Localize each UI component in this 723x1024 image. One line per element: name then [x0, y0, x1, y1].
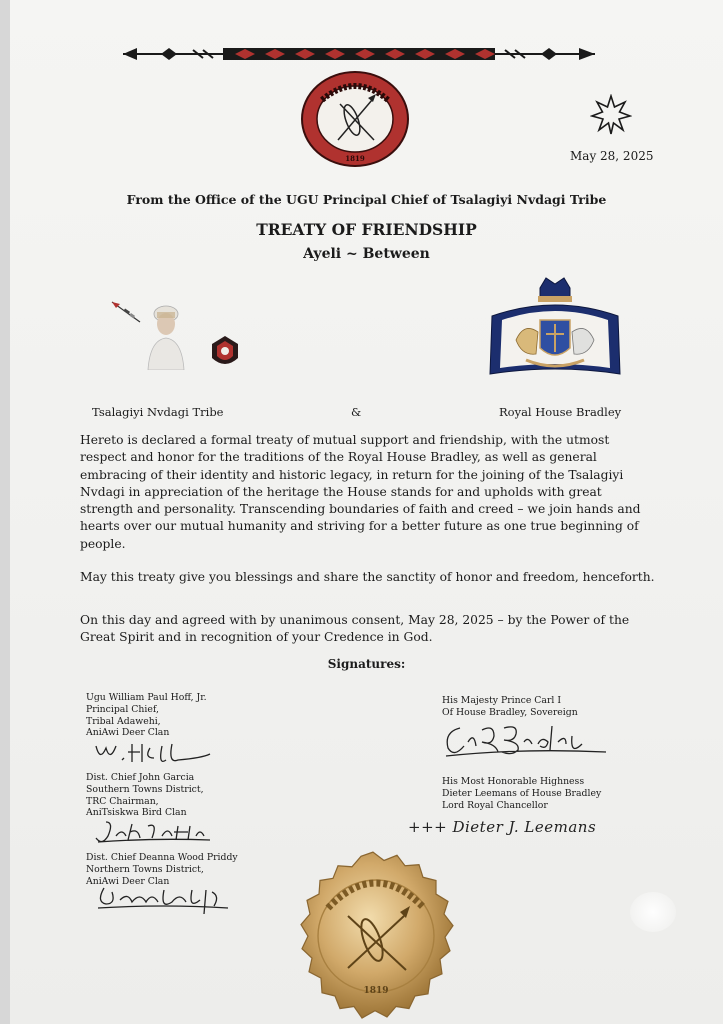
treaty-paragraph-1: Hereto is declared a formal treaty of mutual support and friendship, with the utmost respect and honor for the traditions of the Royal House Bradley, as well as general embracing of their identity and historic legacy, in return for the joining of the Tsalagiyi Nvdagi in appreciation of the heritage the House stands for and upholds with great strength and personality. Transcending boundaries of faith and creed – we join hands and hearts over our mutual humanity and striving for a better future as one true beginning of people.: [80, 433, 641, 551]
priddy-signature-image: [94, 882, 234, 916]
light-glare: [630, 892, 676, 932]
signatory-line: Ugu William Paul Hoff, Jr.: [86, 692, 207, 703]
signatory-garcia: [86, 772, 204, 819]
page-subtitle: Ayeli ~ Between: [303, 246, 430, 262]
signatures-heading: Signatures:: [327, 657, 406, 671]
signatory-line: Northern Towns District,: [86, 863, 204, 875]
signatory-line: Of House Bradley, Sovereign: [442, 706, 578, 718]
signatory-line: His Most Honorable Highness: [442, 776, 585, 787]
garcia-signature-image: [92, 818, 216, 846]
hoff-signature-image: [92, 738, 222, 766]
signatory-line: TRC Chairman,: [86, 795, 159, 807]
page-title: TREATY OF FRIENDSHIP: [256, 220, 477, 239]
signatory-line: AniAwi Deer Clan: [86, 727, 170, 739]
chief-portrait-image: [110, 292, 202, 370]
office-line: From the Office of the UGU Principal Chief of Tsalagiyi Nvdagi Tribe: [126, 192, 607, 207]
royal-coat-of-arms-emblem: [480, 276, 630, 382]
signatory-line: AniAwi Deer Clan: [86, 875, 170, 887]
signatory-hoff: [86, 692, 207, 739]
gold-seal-year: 1819: [363, 986, 389, 996]
party-ampersand: &: [351, 405, 362, 419]
signatory-prince-carl: [442, 695, 578, 719]
signatory-line: AniTsiskwa Bird Clan: [86, 807, 187, 819]
signatory-line: Dist. Chief John Garcia: [86, 772, 195, 783]
prince-carl-signature-image: [442, 722, 612, 766]
party-right-name: Royal House Bradley: [499, 405, 622, 419]
signatory-line: Dieter Leemans of House Bradley: [442, 787, 602, 799]
signatory-line: Principal Chief,: [86, 703, 159, 715]
signatory-line: Lord Royal Chancellor: [442, 799, 548, 811]
tribal-crest-icon: [210, 334, 240, 370]
signatory-line: Tribal Adawehi,: [86, 715, 161, 727]
party-left-name: Tsalagiyi Nvdagi Tribe: [92, 405, 224, 419]
tribal-seal-emblem: [300, 70, 410, 168]
dieter-signature: +++ Dieter J. Leemans: [408, 818, 597, 836]
signatory-line: His Majesty Prince Carl I: [442, 695, 561, 706]
top-seal-year: 1819: [345, 154, 365, 163]
arrow-banner-icon: [123, 44, 595, 64]
signatory-line: Dist. Chief Deanna Wood Priddy: [86, 852, 238, 863]
treaty-paragraph-2: May this treaty give you blessings and share the sanctity of honor and freedom, henceforth.: [80, 570, 655, 584]
star-icon: [590, 94, 632, 136]
treaty-paragraph-3: On this day and agreed with by unanimous consent, May 28, 2025 – by the Power of the Great Spirit and in recognition of your Credence in God.: [80, 613, 630, 645]
gold-seal-emblem: [260, 836, 486, 1022]
treaty-document: [10, 0, 723, 1024]
document-date: May 28, 2025: [570, 149, 654, 163]
signatory-dieter-leemans: [442, 776, 601, 811]
signatory-line: Southern Towns District,: [86, 783, 204, 795]
